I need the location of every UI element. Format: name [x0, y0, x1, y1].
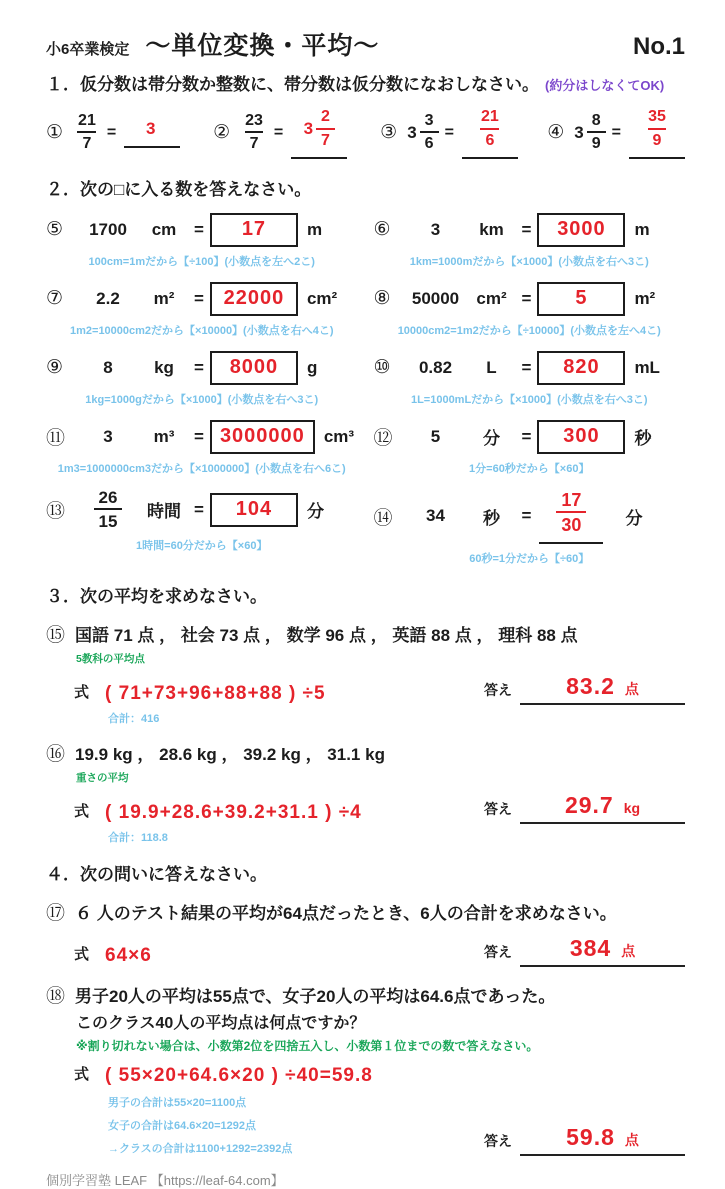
problem-16-answer-line: [520, 792, 685, 824]
header: [46, 26, 685, 62]
page-title: 〜単位変換・平均〜: [145, 32, 380, 60]
problem-2-number: ②: [213, 122, 231, 144]
section1-heading-text: １．仮分数は帯分数か整数に、帯分数は仮分数になおしなさい。: [46, 75, 539, 94]
problem-10-unit-after: mL: [634, 357, 660, 377]
problem-4: [547, 107, 685, 159]
problem-18-work-line3: →クラスの合計は1100+1292=2392点: [108, 1143, 293, 1156]
problem-15-text: 国語 71 点 ， 社会 73 点 ， 数学 96 点 ， 英語 88 点 ， 理科 88 点: [75, 626, 578, 646]
answer-label: 答え: [484, 801, 512, 818]
problem-18-answer-line: [520, 1124, 685, 1156]
answer-label: 答え: [484, 682, 512, 699]
problem-16-text: 19.9 kg ， 28.6 kg ， 39.2 kg ， 31.1 kg: [75, 745, 385, 765]
problem-8-answer-box: 5: [537, 282, 625, 316]
problem-17-number: ⑰: [46, 903, 66, 925]
section3-heading-text: ３．次の平均を求めなさい。: [46, 587, 267, 607]
problem-18-answer-unit: 点: [624, 1132, 639, 1149]
section2-heading: [46, 175, 685, 200]
problem-4-answer: $\frac{35}{9}$: [629, 107, 685, 159]
problem-8-value: 50000: [411, 288, 460, 308]
problem-7-unit: m²: [153, 288, 175, 308]
problem-14-number: ⑭: [373, 507, 393, 529]
problem-16-answer-unit: kg: [623, 800, 641, 817]
section1-problems: [46, 107, 685, 159]
problem-11-unit-after: cm³: [323, 426, 355, 446]
problem-13-unit-after: 分: [306, 502, 324, 522]
problem-16-answer-value: 29.7: [564, 792, 614, 819]
problem-9-number: ⑨: [46, 357, 64, 379]
problem-6-unit: km: [479, 219, 504, 239]
problem-12-answer-box: 300: [537, 420, 625, 454]
problem-14-unit: 秒: [483, 508, 500, 528]
problem-17-text: ６ 人のテスト結果の平均が64点だったとき、6人の合計を求めなさい。: [75, 904, 617, 924]
page-number: No.1: [632, 33, 685, 60]
problem-17-answer-value: 384: [569, 935, 612, 962]
problem-11: [46, 420, 358, 476]
equals-sign: =: [444, 123, 454, 141]
equals-sign: =: [521, 219, 532, 239]
problem-14-hint: 60秒=1分だから【÷60】: [469, 553, 590, 566]
problem-12: [374, 420, 686, 476]
problem-1: [46, 113, 213, 154]
problem-9: [46, 351, 358, 407]
equals-sign: =: [521, 288, 532, 308]
problem-15-answer-unit: 点: [624, 681, 639, 698]
problem-17-answer-unit: 点: [621, 943, 636, 960]
problem-15-number: ⑮: [46, 625, 66, 647]
problem-18-work-line1: 男子の合計は55×20=1100点: [108, 1097, 247, 1110]
problem-6-number: ⑥: [373, 219, 391, 241]
section1-heading: [46, 70, 685, 95]
problem-10-value: 0.82: [418, 357, 453, 377]
problem-5-number: ⑤: [46, 219, 64, 241]
equals-sign: =: [194, 288, 204, 308]
problem-11-hint: 1m3=1000000cm3だから【×1000000】(小数点を右へ6こ): [57, 462, 346, 475]
problem-16: [46, 739, 685, 766]
problem-1-fraction: $\frac{21}{7}$: [78, 111, 96, 153]
problem-2: [213, 107, 380, 159]
section4-heading: [46, 860, 685, 885]
problem-18-text-line1: 男子20人の平均は55点で、女子20人の平均は64.6点であった。: [75, 987, 556, 1007]
equals-sign: =: [273, 123, 284, 141]
exam-label: 小6卒業検定: [46, 41, 130, 58]
problem-15-answer-row: [46, 673, 685, 705]
problem-9-hint: 1kg=1000gだから【×1000】(小数点を右へ3こ): [85, 393, 319, 406]
problem-17: [46, 898, 685, 925]
problem-3-mixed-number: 3 $\frac{3}{6}$: [407, 113, 438, 154]
problem-9-value: 8: [103, 357, 113, 377]
problem-6-value: 3: [430, 219, 441, 239]
problem-14-unit-after: 分: [625, 508, 643, 528]
problem-10-answer-box: 820: [537, 351, 625, 385]
problem-12-value: 5: [430, 426, 441, 446]
problem-18-text-line2: このクラス40人の平均点は何点ですか？: [76, 1015, 366, 1033]
problem-7-hint: 1m2=10000cm2だから【×10000】(小数点を右へ4こ): [70, 324, 334, 337]
formula-label: 式: [74, 946, 90, 964]
problem-18-formula: ( 55×20+64.6×20 ) ÷40=59.8: [105, 1065, 373, 1087]
problem-16-number: ⑯: [46, 744, 66, 766]
problem-18-answer-value: 59.8: [566, 1124, 615, 1151]
problem-13-number: ⑬: [46, 501, 66, 523]
formula-label: 式: [74, 803, 90, 821]
problem-9-unit-after: g: [306, 357, 318, 377]
problem-8-unit-after: m²: [634, 288, 656, 308]
equals-sign: =: [521, 357, 532, 377]
problem-1-number: ①: [46, 122, 64, 144]
problem-16-note: 重さの平均: [76, 772, 129, 785]
problem-5-hint: 100cm=1mだから【÷100】(小数点を左へ2こ): [88, 255, 315, 268]
problem-7-value: 2.2: [96, 288, 120, 308]
problem-9-answer-box: 8000: [210, 351, 298, 385]
problem-15-formula: ( 71+73+96+88+88 ) ÷5: [105, 683, 326, 705]
equals-sign: =: [611, 123, 621, 141]
equals-sign: =: [194, 219, 204, 239]
problem-3-number: ③: [380, 122, 398, 144]
problem-8-number: ⑧: [373, 288, 391, 310]
section2-heading-text: ２．次の□に入る数を答えなさい。: [46, 179, 312, 199]
problem-18-work: [46, 1087, 484, 1156]
problem-14-answer-fraction: $\frac{17}{30}$: [539, 489, 603, 545]
problem-5-value: 1700: [89, 219, 127, 239]
problem-17-answer-group: [484, 935, 685, 967]
equals-sign: =: [106, 123, 117, 141]
problem-10-hint: 1L=1000mLだから【×1000】(小数点を右へ3こ): [410, 393, 648, 406]
problem-1-answer: 3: [124, 117, 180, 148]
problem-10-number: ⑩: [373, 357, 391, 379]
problem-11-unit: m³: [153, 426, 175, 446]
problem-12-unit-after: 秒: [634, 429, 652, 449]
equals-sign: =: [194, 499, 204, 519]
section3-heading: [46, 582, 685, 607]
problem-2-fraction: $\frac{23}{7}$: [245, 111, 263, 153]
problem-10-unit: L: [486, 357, 497, 377]
equals-sign: =: [521, 506, 532, 526]
problem-12-hint: 1分=60秒だから【×60】: [469, 462, 590, 475]
problem-3: [380, 107, 547, 159]
problem-13-answer-box: 104: [210, 493, 298, 527]
problem-2-answer: 3 $\frac{2}{7}$: [291, 107, 347, 159]
problem-18-work-answer-row: [46, 1087, 685, 1156]
problem-18: [46, 981, 685, 1008]
problem-8: [374, 282, 686, 338]
problem-16-work: 合計：118.8: [108, 832, 168, 845]
problem-5-answer-box: 17: [210, 213, 298, 247]
problem-13-unit: 時間: [147, 502, 181, 522]
problem-8-hint: 10000cm2=1m2だから【÷10000】(小数点を左へ4こ): [397, 324, 661, 337]
problem-15-answer-line: [520, 673, 685, 705]
problem-13-hint: 1時間=60分だから【×60】: [136, 540, 268, 553]
problem-9-unit: kg: [154, 357, 174, 377]
equals-sign: =: [194, 357, 204, 377]
answer-label: 答え: [484, 1133, 512, 1150]
section1-note: (約分はしなくてOK): [545, 78, 665, 93]
problem-13: [46, 489, 358, 567]
problem-5: [46, 213, 358, 269]
problem-16-answer-group: [484, 792, 685, 824]
problem-6-hint: 1km=1000mだから【×1000】(小数点を右へ3こ): [409, 255, 649, 268]
problem-13-value-fraction: $\frac{26}{15}$: [76, 489, 140, 532]
problem-18-formula-row: [46, 1063, 685, 1087]
problem-3-answer: $\frac{21}{6}$: [462, 107, 518, 159]
problem-11-value: 3: [103, 426, 113, 446]
problem-17-formula: 64×6: [105, 945, 152, 967]
problem-15-work: 合計：416: [108, 713, 160, 726]
problem-4-mixed-number: 3 $\frac{8}{9}$: [574, 113, 605, 154]
problem-18-number: ⑱: [46, 986, 66, 1008]
problem-12-number: ⑫: [373, 428, 393, 450]
problem-16-answer-row: [46, 792, 685, 824]
problem-7: [46, 282, 358, 338]
problem-11-number: ⑪: [46, 428, 66, 450]
equals-sign: =: [194, 426, 204, 446]
problem-14-value: 34: [426, 506, 445, 526]
problem-15-note: 5教科の平均点: [76, 653, 145, 666]
problem-12-unit: 分: [483, 429, 500, 449]
problem-6: [374, 213, 686, 269]
section2-problems: [46, 200, 685, 567]
problem-8-unit: cm²: [476, 288, 507, 308]
formula-label: 式: [74, 1066, 90, 1084]
problem-18-answer-group: [484, 1124, 685, 1156]
problem-7-number: ⑦: [46, 288, 64, 310]
problem-4-number: ④: [547, 122, 565, 144]
answer-label: 答え: [484, 944, 512, 961]
problem-18-note: ※割り切れない場合は、小数第2位を四捨五入し、小数第１位までの数で答えなさい。: [76, 1039, 539, 1054]
problem-5-unit: cm: [151, 219, 177, 239]
problem-17-answer-row: [46, 935, 685, 967]
footer-credit: 個別学習塾 LEAF 【https://leaf-64.com】: [46, 1173, 284, 1189]
problem-14: [374, 489, 686, 567]
section4-heading-text: ４．次の問いに答えなさい。: [46, 865, 267, 885]
formula-label: 式: [74, 684, 90, 702]
problem-6-unit-after: m: [634, 219, 650, 239]
problem-7-answer-box: 22000: [210, 282, 298, 316]
problem-10: [374, 351, 686, 407]
problem-7-unit-after: cm²: [306, 288, 338, 308]
problem-16-formula: ( 19.9+28.6+39.2+31.1 ) ÷4: [105, 802, 362, 824]
problem-15: [46, 620, 685, 647]
problem-6-answer-box: 3000: [537, 213, 625, 247]
problem-15-answer-value: 83.2: [566, 673, 615, 700]
problem-17-answer-line: [520, 935, 685, 967]
problem-15-answer-group: [484, 673, 685, 705]
problem-18-work-line2: 女子の合計は64.6×20=1292点: [108, 1120, 256, 1133]
problem-11-answer-box: 3000000: [210, 420, 315, 454]
problem-5-unit-after: m: [306, 219, 323, 239]
equals-sign: =: [521, 426, 532, 446]
